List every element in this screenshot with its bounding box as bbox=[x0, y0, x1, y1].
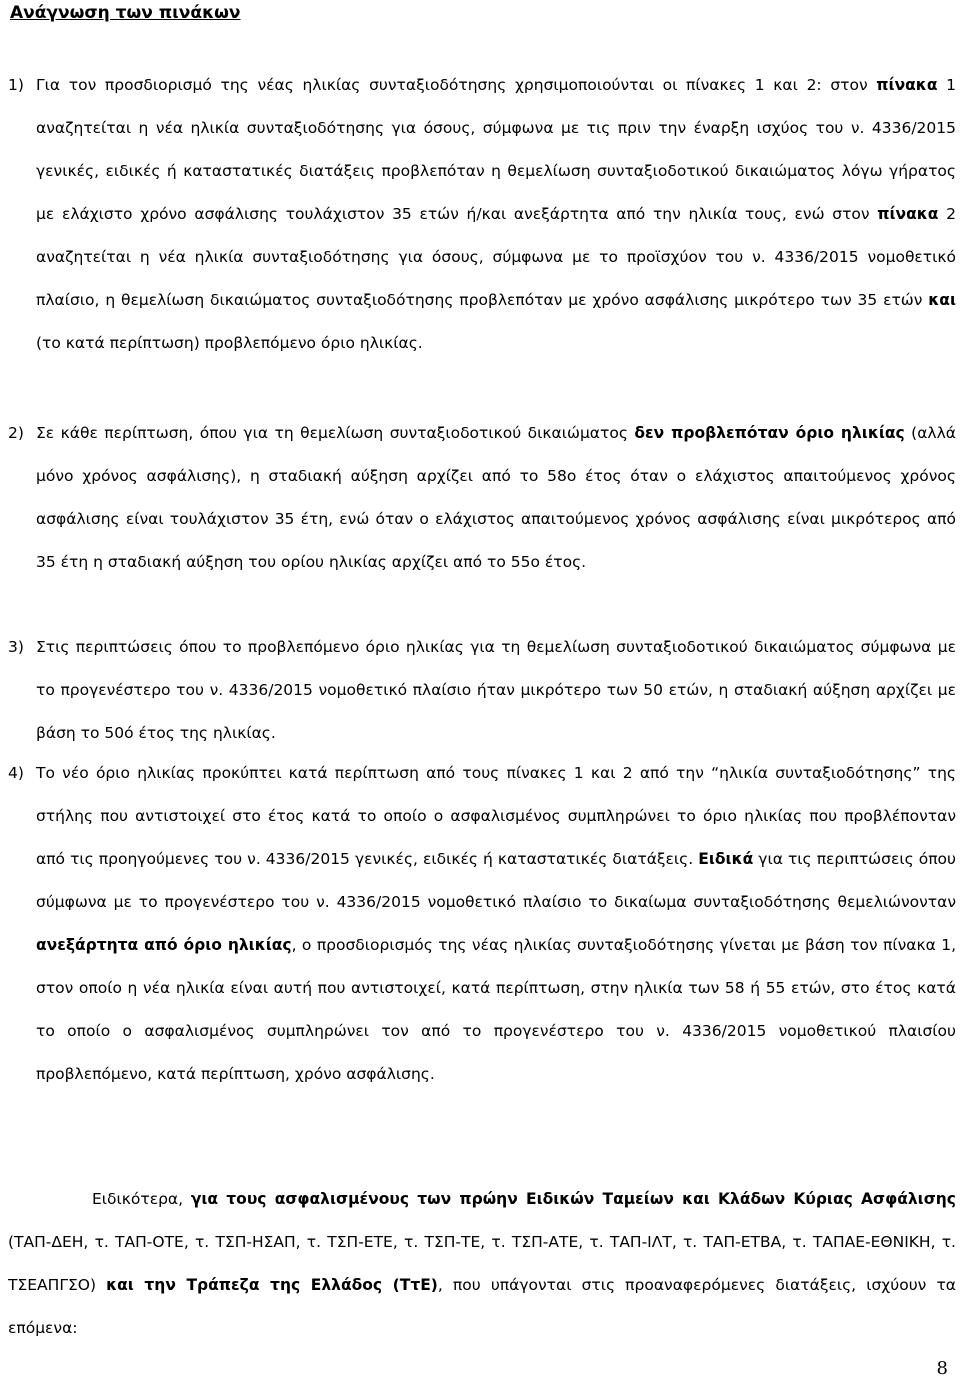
text-run: , που υπάγονται στις προαναφερόμενες διατάξεις, ισχύουν τα επόμενα: bbox=[8, 1276, 956, 1337]
text-run: Για τον προσδιορισμό της νέας ηλικίας συνταξιοδότησης χρησιμοποιούνται οι πίνακες 1 και 2: στον bbox=[36, 76, 877, 94]
bold-text: Ειδικά bbox=[698, 850, 754, 868]
text-run: (αλλά μόνο χρόνος ασφάλισης), η σταδιακή αύξηση αρχίζει από το 58ο έτος όταν ο ελάχιστος απαιτούμενος χρόνος ασφάλισης είναι τουλάχιστον 35 έτη, ενώ όταν ο ελάχιστος απαιτούμενος χρόνος ασφάλισης είναι μικρότερος από 35 έτη η σταδιακή αύξηση του ορίου ηλικίας αρχίζει από το 55ο έτος. bbox=[36, 424, 956, 571]
bold-text: πίνακα bbox=[876, 76, 938, 94]
bold-text: δεν προβλεπόταν όριο ηλικίας bbox=[634, 424, 905, 442]
list-item-4 bbox=[8, 752, 956, 1096]
text-run: Στις περιπτώσεις όπου το προβλεπόμενο όριο ηλικίας για τη θεμελίωση συνταξιοδοτικού δικαιώματος σύμφωνα με το προγενέστερο του ν. 4336/2015 νομοθετικό πλαίσιο ήταν μικρότερο των 50 ετών, η σταδιακή αύξηση αρχίζει με βάση το 50ό έτος της ηλικίας. bbox=[36, 638, 956, 742]
text-run: Το νέο όριο ηλικίας προκύπτει κατά περίπτωση από τους πίνακες 1 και 2 από την “ηλικία συνταξιοδότησης” της στήλης που αντιστοιχεί στο έτος κατά το οποίο ο ασφαλισμένος συμπληρώνει το όριο ηλικίας που προβλέπονταν από τις προηγούμενες του ν. 4336/2015 γενικές, ειδικές ή καταστατικές διατάξεις. bbox=[36, 764, 956, 868]
text-run: (ΤΑΠ-ΔΕΗ, τ. ΤΑΠ-ΟΤΕ, τ. ΤΣΠ-ΗΣΑΠ, τ. ΤΣΠ-ΕΤΕ, τ. ΤΣΠ-ΤΕ, τ. ΤΣΠ-ΑΤΕ, τ. ΤΑΠ-ΙΛΤ, τ. ΤΑΠ-ΕΤΒΑ, τ. ΤΑΠΑΕ-ΕΘΝΙΚΗ, τ. ΤΣΕΑΠΓΣΟ) bbox=[8, 1233, 956, 1294]
page-number: 8 bbox=[936, 1358, 948, 1379]
text-run: Ειδικότερα, bbox=[92, 1190, 191, 1208]
text-run: (το κατά περίπτωση) προβλεπόμενο όριο ηλικίας. bbox=[36, 334, 423, 352]
text-run: Σε κάθε περίπτωση, όπου για τη θεμελίωση συνταξιοδοτικού δικαιώματος bbox=[36, 424, 635, 442]
text-run: για τις περιπτώσεις όπου σύμφωνα με το προγενέστερο του ν. 4336/2015 νομοθετικό πλαίσιο το δικαίωμα συνταξιοδότησης θεμελιώνονταν bbox=[36, 850, 956, 911]
list-item-1 bbox=[8, 64, 956, 365]
item-number: 4) bbox=[8, 764, 24, 782]
page-heading: Ανάγνωση των πινάκων bbox=[10, 3, 241, 23]
list-item-3 bbox=[8, 626, 956, 755]
bold-text: και την Τράπεζα της Ελλάδος (ΤτΕ) bbox=[106, 1276, 438, 1294]
item-text bbox=[36, 64, 956, 365]
bold-text: πίνακα bbox=[877, 205, 939, 223]
text-run: 1 αναζητείται η νέα ηλικία συνταξιοδότησης για όσους, σύμφωνα με τις πριν την έναρξη ισχύος του ν. 4336/2015 γενικές, ειδικές ή καταστατικές διατάξεις προβλεπόταν η θεμελίωση συνταξιοδοτικού δικαιώματος λόγω γήρατος με ελάχιστο χρόνο ασφάλισης τουλάχιστον 35 ετών ή/και ανεξάρτητα από την ηλικία τους, ενώ στον bbox=[36, 76, 957, 223]
item-text bbox=[36, 626, 956, 755]
text-run: , ο προσδιορισμός της νέας ηλικίας συνταξιοδότησης γίνεται με βάση τον πίνακα 1, στον οποίο η νέα ηλικία είναι αυτή που αντιστοιχεί, κατά περίπτωση, στην ηλικία των 58 ή 55 ετών, στο έτος κατά το οποίο ο ασφαλισμένος συμπληρώνει τον από το προγενέστερο του ν. 4336/2015 νομοθετικού πλαισίου προβλεπόμενο, κατά περίπτωση, χρόνο ασφάλισης. bbox=[36, 936, 956, 1083]
text-run: 2 αναζητείται η νέα ηλικία συνταξιοδότησης για όσους, σύμφωνα με το προϊσχύον του ν. 4336/2015 νομοθετικό πλαίσιο, η θεμελίωση δικαιώματος συνταξιοδότησης προβλεπόταν με χρόνο ασφάλισης μικρότερο των 35 ετών bbox=[36, 205, 956, 309]
closing-paragraph bbox=[8, 1178, 956, 1350]
item-number: 2) bbox=[8, 424, 24, 442]
bold-text: ανεξάρτητα από όριο ηλικίας bbox=[36, 936, 292, 954]
bold-text: και bbox=[928, 291, 956, 309]
item-number: 1) bbox=[8, 76, 24, 94]
item-text bbox=[36, 412, 956, 584]
list-item-2 bbox=[8, 412, 956, 584]
item-text bbox=[36, 752, 956, 1096]
item-number: 3) bbox=[8, 638, 24, 656]
bold-text: για τους ασφαλισμένους των πρώην Ειδικών Ταμείων και Κλάδων Κύριας Ασφάλισης bbox=[190, 1190, 956, 1208]
